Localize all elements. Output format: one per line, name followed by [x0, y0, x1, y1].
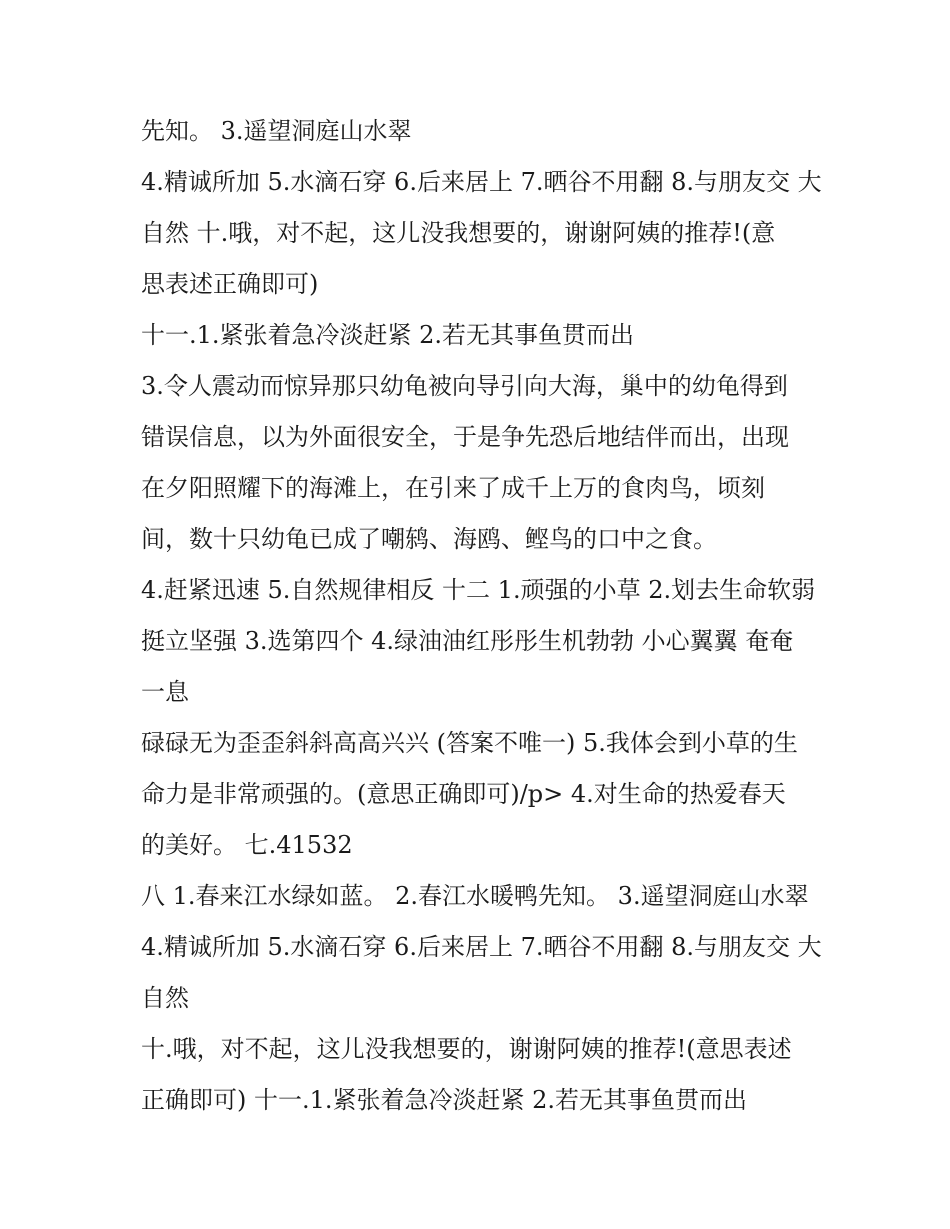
text-line: 挺立坚强 3.选第四个 4.绿油油红彤彤生机勃勃 小心翼翼 奄奄 — [141, 627, 794, 655]
text-line: 3.令人震动而惊异那只幼龟被向导引向大海，巢中的幼龟得到 — [141, 372, 788, 400]
text-line: 思表述正确即可) — [141, 270, 319, 298]
text-line: 十一.1.紧张着急冷淡赶紧 2.若无其事鱼贯而出 — [141, 321, 635, 349]
text-line: 在夕阳照耀下的海滩上，在引来了成千上万的食肉鸟，顷刻 — [141, 474, 765, 502]
text-line: 正确即可) 十一.1.紧张着急冷淡赶紧 2.若无其事鱼贯而出 — [141, 1086, 748, 1114]
text-line: 间，数十只幼龟已成了嘲鸫、海鸥、鲣鸟的口中之食。 — [141, 525, 717, 553]
text-line: 自然 — [141, 984, 189, 1012]
document-body — [141, 106, 821, 1126]
text-line: 自然 十.哦，对不起，这儿没我想要的，谢谢阿姨的推荐!(意 — [141, 219, 776, 247]
text-line: 错误信息，以为外面很安全，于是争先恐后地结伴而出，出现 — [141, 423, 789, 451]
text-line: 4.精诚所加 5.水滴石穿 6.后来居上 7.晒谷不用翻 8.与朋友交 大 — [141, 168, 822, 196]
text-line: 先知。 3.遥望洞庭山水翠 — [141, 117, 412, 145]
text-line: 4.精诚所加 5.水滴石穿 6.后来居上 7.晒谷不用翻 8.与朋友交 大 — [141, 933, 822, 961]
text-line: 十.哦，对不起，这儿没我想要的，谢谢阿姨的推荐!(意思表述 — [141, 1035, 792, 1063]
text-line: 的美好。 七.41532 — [141, 831, 353, 859]
text-line: 4.赶紧迅速 5.自然规律相反 十二 1.顽强的小草 2.划去生命软弱 — [141, 576, 816, 604]
text-line: 一息 — [141, 678, 189, 706]
text-line: 命力是非常顽强的。(意思正确即可)/p> 4.对生命的热爱春天 — [141, 780, 786, 808]
text-line: 八 1.春来江水绿如蓝。 2.春江水暖鸭先知。 3.遥望洞庭山水翠 — [141, 882, 809, 910]
text-line: 碌碌无为歪歪斜斜高高兴兴 (答案不唯一) 5.我体会到小草的生 — [141, 729, 798, 757]
